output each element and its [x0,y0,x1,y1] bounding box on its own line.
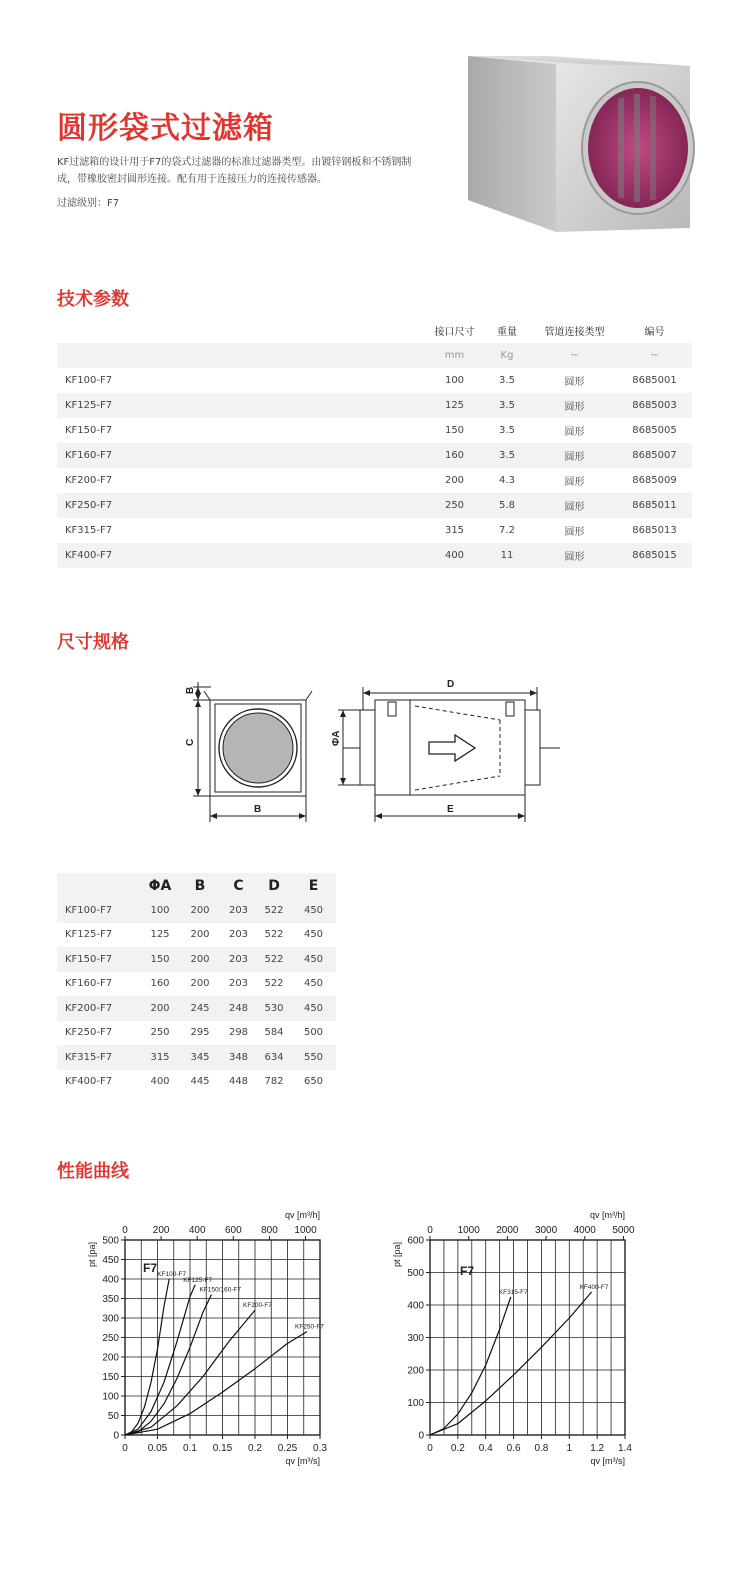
tech-cell-model: KF160-F7 [57,443,427,468]
chart1-series-line [430,1292,592,1435]
dims-row [57,1045,336,1070]
label-c: C [185,738,196,746]
chart1-xtick-label: 0 [427,1443,433,1454]
chart1-xtick-label: 1 [566,1443,573,1454]
tech-cell-weight: 3.5 [499,425,515,436]
tech-cell-size: 160 [427,443,482,468]
dims-row [57,898,336,923]
dims-cell-d: 522 [264,929,284,941]
tech-cell-size: 250 [427,493,482,518]
chart1-xtick-label: 0.6 [506,1443,521,1454]
tech-cell-code: 8685005 [632,425,677,436]
unit-connection: ~ [532,343,617,368]
chart0-x2tick-label: 600 [224,1225,242,1236]
chart1-xlabel: qv [m³/s] [590,1456,625,1466]
chart1-x2tick-label: 0 [427,1225,433,1236]
chart0-ytick-label: 400 [102,1274,119,1286]
tech-header-connection: 管道连接类型 [544,327,605,338]
tech-row [57,543,692,568]
chart1-series-label: KF400-F7 [579,1284,609,1291]
chart1-xtick-label: 0.4 [478,1443,493,1454]
chart0-ytick-label: 300 [102,1313,119,1325]
dims-cell-b: 200 [180,947,220,972]
chart0-ylabel: pt [pa] [87,1242,97,1268]
tech-cell-weight: 3.5 [499,375,515,386]
dims-row [57,923,336,948]
dims-cell-b: 200 [180,898,220,923]
dims-cell-e: 450 [291,947,336,972]
dims-header-phi-a: ΦA [140,873,180,898]
chart0-series-label: KF150/160-F7 [199,1286,242,1294]
tech-row [57,493,692,518]
tech-cell-weight: 11 [482,543,532,568]
tech-header-weight: 重量 [497,327,517,338]
dims-cell-phi-a: 400 [150,1076,170,1088]
dims-cell-phi-a: 160 [150,978,170,990]
dims-cell-d: 522 [257,947,291,972]
chart0-ytick-label: 350 [102,1294,119,1305]
chart1-ytick-label: 0 [418,1430,424,1442]
label-b-bottom: B [254,804,262,815]
dims-cell-model: KF100-F7 [57,898,140,923]
dims-cell-d: 522 [264,978,284,990]
dims-cell-b: 245 [180,996,220,1021]
tech-cell-connection: 圆形 [564,527,585,538]
tech-cell-code: 8685011 [617,493,692,518]
dims-cell-e: 450 [291,996,336,1021]
tech-cell-weight: 5.8 [482,493,532,518]
tech-cell-weight: 7.2 [499,525,515,536]
tech-cell-size: 125 [427,393,482,418]
chart1-title: F7 [460,1264,475,1278]
tech-cell-model: KF100-F7 [65,375,113,386]
unit-weight: Kg [482,343,532,368]
tech-cell-size: 315 [444,525,465,536]
tech-cell-model: KF125-F7 [57,393,427,418]
chart0-ytick-label: 150 [102,1372,119,1383]
dimension-drawing [175,670,575,830]
dims-cell-model: KF200-F7 [57,996,140,1021]
dims-cell-d: 584 [264,1027,284,1039]
chart0-xlabel: qv [m³/s] [285,1456,320,1466]
chart0-xtick-label: 0.2 [248,1443,262,1454]
tech-header-code: 编号 [644,327,665,338]
tech-header-size: 接口尺寸 [434,327,475,338]
tech-cell-code: 8685013 [632,525,677,536]
chart0-x2tick-label: 1000 [294,1225,317,1236]
dims-cell-model: KF125-F7 [65,929,113,941]
chart1-x2tick-label: 2000 [496,1225,519,1236]
chart1-x2label: qv [m³/h] [589,1210,625,1220]
chart0-series-label: KF250-F7 [295,1323,324,1331]
chart0-series-line [125,1295,211,1435]
chart1-xtick-label: 1.4 [618,1443,632,1454]
chart0-title: F7 [143,1261,158,1275]
chart0-xtick-label: 0.1 [183,1443,197,1454]
dims-cell-e: 450 [291,898,336,923]
dims-cell-c: 203 [228,929,249,941]
dims-header-row [57,873,336,898]
tech-cell-weight: 3.5 [482,443,532,468]
tech-cell-model: KF150-F7 [65,425,113,436]
dims-header-c: C [220,873,257,898]
chart1-ytick-label: 400 [407,1300,424,1312]
chart0-series-label: KF200-F7 [243,1302,272,1310]
dims-cell-b: 295 [190,1027,210,1039]
chart0-x2label: qv [m³/h] [284,1210,320,1220]
dims-header-b: B [180,873,220,898]
dims-cell-phi-a: 150 [140,947,180,972]
product-description [57,154,457,188]
label-e: E [447,804,454,815]
dims-row [57,996,336,1021]
dims-cell-c: 348 [220,1045,257,1070]
chart0-x2tick-label: 400 [188,1225,206,1236]
chart1-series-line [430,1297,511,1435]
tech-cell-model: KF250-F7 [57,493,427,518]
dims-header-e: E [291,873,336,898]
chart0-series-label: KF100-F7 [157,1271,187,1278]
perf-section-title: 性能曲线 [57,1161,129,1182]
dims-cell-c: 203 [220,898,257,923]
chart1-xtick-label: 0.8 [534,1443,549,1454]
dims-cell-c: 203 [228,978,249,990]
dims-cell-d: 522 [257,898,291,923]
dims-row [57,1070,336,1095]
chart1-x2tick-label: 5000 [612,1225,635,1236]
tech-header-row [57,318,692,343]
dims-cell-e: 550 [291,1045,336,1070]
chart0-xtick-label: 0.25 [277,1443,298,1454]
dims-cell-b: 445 [190,1076,210,1088]
chart1-x2tick-label: 1000 [457,1225,480,1236]
tech-cell-code: 8685009 [632,475,677,486]
chart1-series-label: KF315-F7 [498,1288,528,1296]
dims-cell-d: 530 [257,996,291,1021]
chart0-x2tick-label: 200 [152,1225,170,1236]
dims-cell-model: KF400-F7 [65,1076,113,1088]
description-line-2: 成，带橡胶密封圆形连接。配有用于连接压力的连接传感器。 [57,174,327,185]
dims-header-d: D [257,873,291,898]
tech-cell-connection: 圆形 [564,377,585,388]
tech-cell-model: KF315-F7 [65,525,113,536]
dims-cell-d: 634 [257,1045,291,1070]
dims-cell-b: 200 [190,929,210,941]
dims-section-title: 尺寸规格 [57,632,129,653]
dims-cell-c: 248 [220,996,257,1021]
tech-cell-weight: 3.5 [482,393,532,418]
dims-cell-e: 450 [303,978,324,990]
tech-row [57,518,692,543]
label-b-top: B [185,686,196,694]
tech-row [57,393,692,418]
tech-cell-size: 200 [444,475,465,486]
tech-cell-model: KF200-F7 [65,475,113,486]
tech-section-title: 技术参数 [57,289,129,310]
dims-row [57,947,336,972]
chart0-ytick-label: 200 [102,1352,119,1364]
tech-cell-connection: 圆形 [532,543,617,568]
chart1-ylabel: pt [pa] [392,1242,402,1268]
chart1-x2tick-label: 3000 [534,1225,558,1236]
tech-cell-connection: 圆形 [532,443,617,468]
dims-table [57,873,336,1094]
dims-cell-e: 650 [303,1076,324,1088]
tech-cell-size: 100 [444,375,465,386]
chart1-x2tick-label: 4000 [573,1225,596,1236]
tech-cell-code: 8685003 [617,393,692,418]
chart0-ytick-label: 0 [113,1430,119,1442]
dims-cell-d: 782 [264,1076,284,1088]
chart0-ytick-label: 50 [107,1411,119,1422]
tech-table [57,318,692,568]
chart1-ytick-label: 600 [407,1235,424,1247]
dims-cell-b: 200 [190,978,210,990]
tech-cell-code: 8685001 [632,375,677,386]
dims-cell-model: KF250-F7 [65,1027,113,1039]
chart0-series-label: KF125-F7 [183,1276,213,1284]
dims-row [57,1021,336,1046]
dims-cell-phi-a: 200 [140,996,180,1021]
dims-cell-e: 500 [303,1027,324,1039]
chart0-xtick-label: 0.15 [212,1443,233,1454]
chart1-ytick-label: 300 [407,1333,424,1344]
dims-cell-c: 203 [220,947,257,972]
tech-cell-connection: 圆形 [564,477,585,488]
tech-cell-model: KF400-F7 [57,543,427,568]
page-title: 圆形袋式过滤箱 [57,111,274,146]
performance-chart-large [375,1200,675,1480]
chart1-xtick-label: 0.2 [450,1443,465,1454]
tech-cell-code: 8685015 [617,543,692,568]
dims-cell-phi-a: 100 [140,898,180,923]
chart0-xtick-label: 0 [122,1443,128,1454]
chart1-ytick-label: 100 [407,1398,424,1409]
label-phi-a: ΦA [331,730,342,746]
dims-cell-model: KF150-F7 [57,947,140,972]
tech-cell-connection: 圆形 [564,427,585,438]
unit-size: mm [427,343,482,368]
dims-header-blank [57,873,140,898]
dims-row [57,972,336,997]
chart0-xtick-label: 0.3 [313,1443,327,1454]
filter-box-image [460,50,700,240]
chart0-x2tick-label: 800 [261,1225,278,1236]
tech-cell-size: 400 [427,543,482,568]
filter-grade: 过滤级别：F7 [57,198,120,209]
dims-cell-c: 298 [228,1027,249,1039]
description-line-1: KF过滤箱的设计用于F7的袋式过滤器的标准过滤器类型。由镀锌钢板和不锈钢制 [57,157,412,168]
chart0-x2tick-label: 0 [122,1225,128,1236]
chart1-xtick-label: 1.2 [590,1443,605,1454]
chart1-ytick-label: 500 [407,1268,424,1279]
performance-chart-small [70,1200,370,1480]
tech-cell-connection: 圆形 [532,393,617,418]
chart0-ytick-label: 500 [102,1235,119,1247]
dims-cell-phi-a: 125 [150,929,170,941]
tech-row [57,468,692,493]
tech-cell-size: 150 [444,425,465,436]
chart0-xtick-label: 0.05 [147,1443,168,1454]
tech-cell-weight: 4.3 [499,475,515,486]
dims-cell-phi-a: 250 [150,1027,170,1039]
dims-cell-e: 450 [303,929,324,941]
tech-units-row [57,343,692,368]
dims-cell-c: 448 [228,1076,249,1088]
tech-cell-connection: 圆形 [532,493,617,518]
tech-row [57,368,692,393]
tech-row [57,443,692,468]
dims-cell-model: KF315-F7 [57,1045,140,1070]
unit-code: ~ [617,343,692,368]
chart0-ytick-label: 100 [102,1391,119,1403]
dims-cell-b: 345 [180,1045,220,1070]
tech-cell-code: 8685007 [617,443,692,468]
chart0-ytick-label: 450 [102,1255,119,1266]
chart0-ytick-label: 250 [102,1333,119,1344]
label-d: D [447,679,455,690]
chart1-ytick-label: 200 [407,1365,424,1377]
dims-cell-phi-a: 315 [140,1045,180,1070]
tech-row [57,418,692,443]
dims-cell-model: KF160-F7 [65,978,113,990]
